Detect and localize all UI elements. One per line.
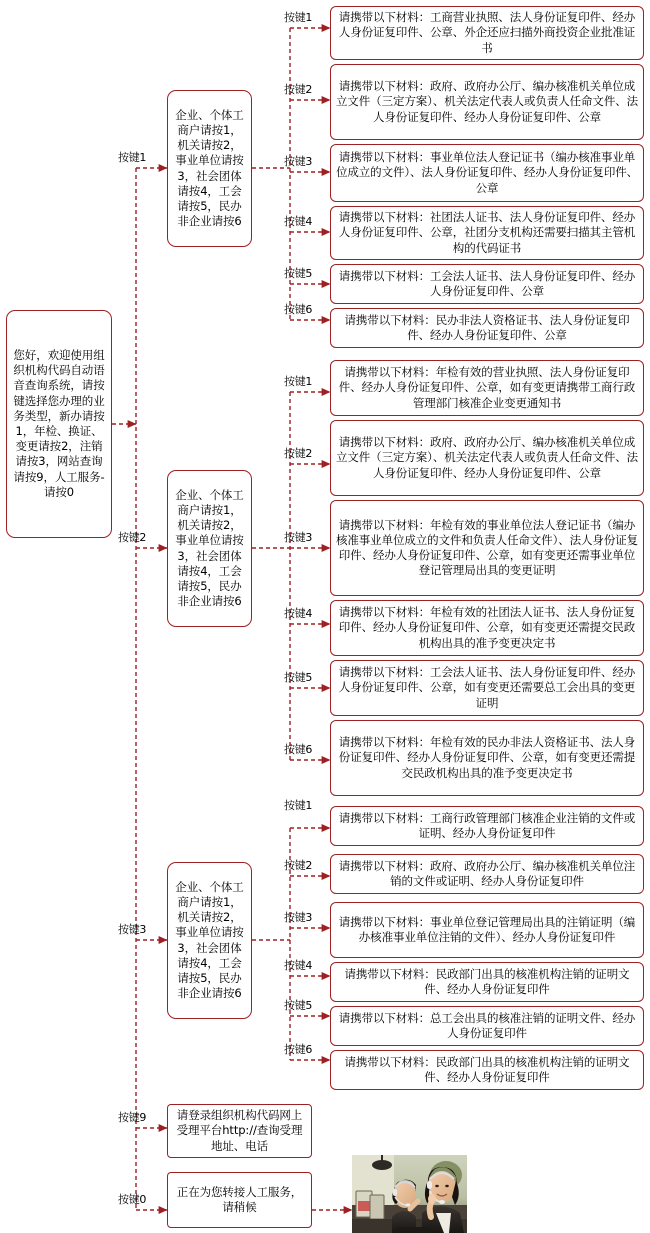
leaf-node-g2-5-text: 请携带以下材料：工会法人证书、法人身份证复印件、经办人身份证复印件、公章，如有变更还需要总工会出具的变更证明: [338, 665, 636, 710]
key-label-g1-4: 按键4: [284, 215, 313, 228]
menu-node-group-1: [167, 90, 252, 247]
key-label-g3-2: 按键2: [284, 859, 313, 872]
key-label-g1-5: 按键5: [284, 267, 313, 280]
key-label-g3-5: 按键5: [284, 999, 313, 1012]
leaf-node-g2-3-text: 请携带以下材料：年检有效的事业单位法人登记证书（编办核准事业单位成立的文件和负责人任命文件）、法人身份证复印件、经办人身份证复印件、公章，如有变更还需事业单位登记管理局出具的变更证明: [335, 517, 639, 578]
leaf-node-g3-4: [330, 962, 644, 1002]
menu-node-group-2-text: 企业、个体工商户请按1，机关请按2，事业单位请按3，社会团体请按4，工会请按5，民办非企业请按6: [175, 487, 244, 609]
leaf-node-g2-6-text: 请携带以下材料：年检有效的民办非法人资格证书、法人身份证复印件、经办人身份证复印件、公章，如有变更还需提交民政机构出具的准予变更决定书: [338, 735, 636, 780]
call-center-photo-illustration: [352, 1155, 467, 1233]
operator-node-text: 正在为您转接人工服务，请稍候: [176, 1184, 303, 1214]
call-center-photo: [352, 1155, 467, 1233]
leaf-node-g2-1: [330, 360, 644, 416]
edge-label-branch-3: 按键3: [118, 923, 147, 936]
leaf-node-g3-3-text: 请携带以下材料：事业单位登记管理局出具的注销证明（编办核准事业单位注销的文件）、经办人身份证复印件: [338, 914, 636, 944]
root-greeting-text: 您好，欢迎使用组织机构代码自动语音查询系统，请按键选择您办理的业务类型，新办请按1，年检、换证、变更请按2，注销请按3，网站查询请按9，人工服务-请按0: [13, 347, 105, 499]
key-label-g3-6: 按键6: [284, 1043, 313, 1056]
leaf-node-g2-3: [330, 500, 644, 596]
operator-node: [167, 1172, 312, 1228]
key-label-g3-1: 按键1: [284, 799, 313, 812]
menu-node-group-1-text: 企业、个体工商户请按1，机关请按2，事业单位请按3，社会团体请按4，工会请按5，民办非企业请按6: [175, 107, 244, 229]
edge-label-branch-1: 按键1: [118, 151, 147, 164]
leaf-node-g3-5: [330, 1006, 644, 1046]
leaf-node-g1-4: [330, 206, 644, 260]
menu-node-group-3-text: 企业、个体工商户请按1，机关请按2，事业单位请按3，社会团体请按4，工会请按5，民办非企业请按6: [175, 879, 244, 1001]
leaf-node-g1-2-text: 请携带以下材料：政府、政府办公厅、编办核准机关单位成立文件（三定方案）、机关法定代表人或负责人任命文件、法人身份证复印件、经办人身份证复印件、公章: [335, 79, 639, 124]
leaf-node-g3-4-text: 请携带以下材料：民政部门出具的核准机构注销的证明文件、经办人身份证复印件: [344, 966, 630, 996]
leaf-node-g1-6: [330, 308, 644, 348]
leaf-node-g2-2-text: 请携带以下材料：政府、政府办公厅、编办核准机关单位成立文件（三定方案）、机关法定代表人或负责人任命文件、法人身份证复印件、经办人身份证复印件、公章: [335, 435, 639, 480]
leaf-node-g1-4-text: 请携带以下材料：社团法人证书、法人身份证复印件、经办人身份证复印件、公章，社团分支机构还需要扫描其主管机构的代码证书: [338, 210, 636, 255]
website-node: [167, 1104, 312, 1158]
edge-label-branch-9: 按键9: [118, 1111, 147, 1124]
leaf-node-g1-5-text: 请携带以下材料：工会法人证书、法人身份证复印件、经办人身份证复印件、公章: [338, 268, 636, 298]
leaf-node-g1-3-text: 请携带以下材料：事业单位法人登记证书（编办核准事业单位成立的文件）、法人身份证复印件、经办人身份证复印件、公章: [335, 150, 639, 195]
key-label-g1-6: 按键6: [284, 303, 313, 316]
edge-label-branch-0: 按键0: [118, 1193, 147, 1206]
leaf-node-g3-6-text: 请携带以下材料：民政部门出具的核准机构注销的证明文件、经办人身份证复印件: [344, 1054, 630, 1084]
leaf-node-g2-6: [330, 720, 644, 796]
key-label-g2-4: 按键4: [284, 607, 313, 620]
key-label-g2-3: 按键3: [284, 531, 313, 544]
key-label-g1-3: 按键3: [284, 155, 313, 168]
root-greeting-node: [6, 310, 112, 538]
key-label-g1-1: 按键1: [284, 11, 313, 24]
leaf-node-g1-3: [330, 144, 644, 202]
leaf-node-g3-3: [330, 902, 644, 958]
key-label-g2-6: 按键6: [284, 743, 313, 756]
leaf-node-g2-1-text: 请携带以下材料：年检有效的营业执照、法人身份证复印件、经办人身份证复印件、公章，如有变更请携带工商行政管理部门核准企业变更通知书: [338, 365, 636, 410]
leaf-node-g1-2: [330, 64, 644, 140]
leaf-node-g3-1-text: 请携带以下材料：工商行政管理部门核准企业注销的文件或证明、经办人身份证复印件: [338, 810, 636, 840]
key-label-g2-5: 按键5: [284, 671, 313, 684]
leaf-node-g1-5: [330, 264, 644, 304]
leaf-node-g1-1: [330, 6, 644, 60]
leaf-node-g1-1-text: 请携带以下材料：工商营业执照、法人身份证复印件、经办人身份证复印件、公章、外企还应扫描外商投资企业批准证书: [338, 10, 636, 55]
menu-node-group-3: [167, 862, 252, 1019]
leaf-node-g2-4: [330, 600, 644, 656]
leaf-node-g3-2-text: 请携带以下材料：政府、政府办公厅、编办核准机关单位注销的文件或证明、经办人身份证复印件: [338, 858, 636, 888]
leaf-node-g3-2: [330, 854, 644, 894]
menu-node-group-2: [167, 470, 252, 627]
leaf-node-g3-1: [330, 806, 644, 846]
leaf-node-g3-6: [330, 1050, 644, 1090]
leaf-node-g2-4-text: 请携带以下材料：年检有效的社团法人证书、法人身份证复印件、经办人身份证复印件、公章，如有变更还需提交民政机构出具的准予变更决定书: [338, 605, 636, 650]
key-label-g2-2: 按键2: [284, 447, 313, 460]
leaf-node-g2-2: [330, 420, 644, 496]
leaf-node-g3-5-text: 请携带以下材料：总工会出具的核准注销的证明文件、经办人身份证复印件: [338, 1010, 636, 1040]
key-label-g1-2: 按键2: [284, 83, 313, 96]
key-label-g2-1: 按键1: [284, 375, 313, 388]
key-label-g3-3: 按键3: [284, 911, 313, 924]
leaf-node-g2-5: [330, 660, 644, 716]
leaf-node-g1-6-text: 请携带以下材料：民办非法人资格证书、法人身份证复印件、经办人身份证复印件、公章: [344, 312, 630, 342]
edge-label-branch-2: 按键2: [118, 531, 147, 544]
key-label-g3-4: 按键4: [284, 959, 313, 972]
website-node-text: 请登录组织机构代码网上受理平台http://查询受理地址、电话: [176, 1108, 303, 1153]
